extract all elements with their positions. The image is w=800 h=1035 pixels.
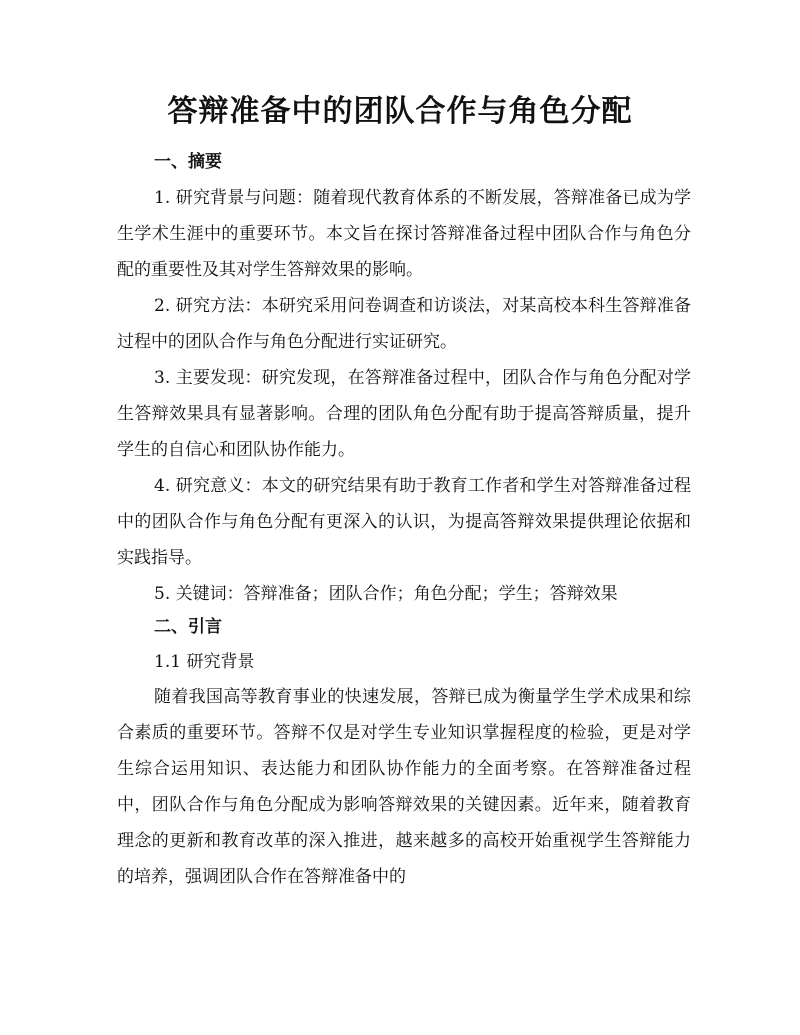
abstract-paragraph-background: 1. 研究背景与问题：随着现代教育体系的不断发展，答辩准备已成为学生学术生涯中的重要环节。本文旨在探讨答辩准备过程中团队合作与角色分配的重要性及其对学生答辩效果的影响。 — [117, 188, 691, 280]
abstract-paragraph-findings: 3. 主要发现：研究发现，在答辩准备过程中，团队合作与角色分配对学生答辩效果具有显著影响。合理的团队角色分配有助于提高答辩质量，提升学生的自信心和团队协作能力。 — [117, 368, 691, 460]
abstract-paragraph-keywords: 5. 关键词：答辩准备；团队合作；角色分配；学生；答辩效果 — [154, 584, 618, 604]
abstract-paragraph-method: 2. 研究方法：本研究采用问卷调查和访谈法，对某高校本科生答辩准备过程中的团队合作与角色分配进行实证研究。 — [117, 296, 691, 352]
document-title: 答辩准备中的团队合作与角色分配 — [167, 94, 633, 129]
subsection-heading-background: 1.1 研究背景 — [154, 652, 255, 672]
section-heading-introduction: 二、引言 — [154, 617, 222, 637]
section-heading-abstract: 一、摘要 — [154, 152, 222, 172]
document-body — [117, 147, 691, 895]
introduction-paragraph: 随着我国高等教育事业的快速发展，答辩已成为衡量学生学术成果和综合素质的重要环节。答辩不仅是对学生专业知识掌握程度的检验，更是对学生综合运用知识、表达能力和团队协作能力的全面考察。在答辩准备过程中，团队合作与角色分配成为影响答辩效果的关键因素。近年来，随着教育理念的更新和教育改革的深入推进，越来越多的高校开始重视学生答辩能力的培养，强调团队合作在答辩准备中的 — [117, 687, 691, 887]
abstract-paragraph-significance: 4. 研究意义：本文的研究结果有助于教育工作者和学生对答辩准备过程中的团队合作与角色分配有更深入的认识，为提高答辩效果提供理论依据和实践指导。 — [117, 476, 691, 568]
